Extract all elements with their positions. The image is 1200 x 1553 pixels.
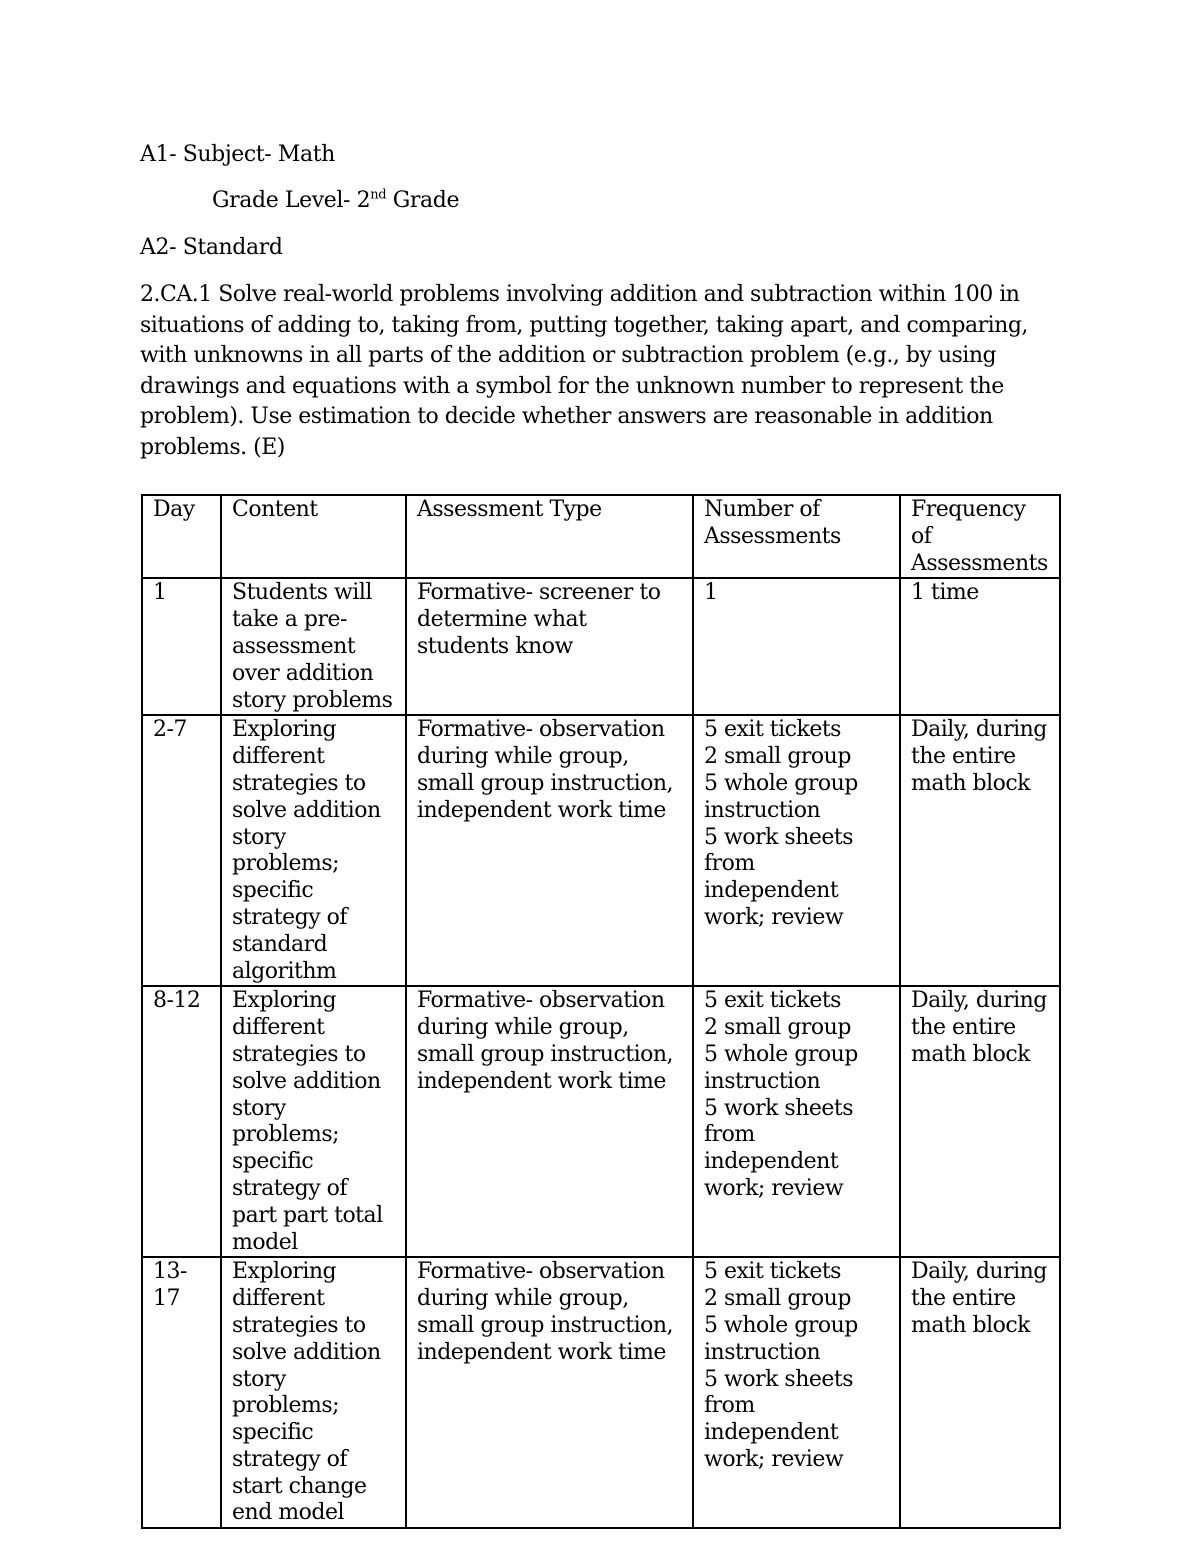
cell-content: Exploring different strategies to solve addition story problems; specific strategy of start change end model — [221, 1257, 406, 1528]
assessment-table — [141, 494, 1061, 1529]
number-line: 5 exit tickets — [704, 988, 841, 1014]
cell-day: 8-12 — [142, 986, 221, 1257]
header-content: Content — [221, 495, 406, 578]
number-line: 5 exit tickets — [704, 1259, 841, 1285]
cell-assessment-type: Formative- observation during while group, small group instruction, independent work time — [406, 715, 693, 986]
cell-frequency: 1 time — [900, 578, 1060, 715]
cell-day: 13-17 — [142, 1257, 221, 1528]
cell-day: 1 — [142, 578, 221, 715]
cell-number — [693, 715, 900, 986]
number-line: 2 small group — [704, 744, 851, 770]
table-row — [142, 715, 1060, 986]
cell-content: Exploring different strategies to solve addition story problems; specific strategy of part part total model — [221, 986, 406, 1257]
number-line: 2 small group — [704, 1286, 851, 1312]
number-line: 5 whole group instruction — [704, 1312, 858, 1365]
header-assessment-type: Assessment Type — [406, 495, 693, 578]
number-line: 5 exit tickets — [704, 717, 841, 743]
cell-number — [693, 986, 900, 1257]
cell-assessment-type: Formative- observation during while group, small group instruction, independent work time — [406, 986, 693, 1257]
grade-level-text: Grade Level- 2 — [212, 188, 371, 213]
table-row — [142, 578, 1060, 715]
cell-content: Students will take a pre-assessment over addition story problems — [221, 578, 406, 715]
cell-content: Exploring different strategies to solve addition story problems; specific strategy of standard algorithm — [221, 715, 406, 986]
grade-level-line — [212, 186, 459, 216]
table-row — [142, 986, 1060, 1257]
number-line: 2 small group — [704, 1015, 851, 1041]
number-line: 5 whole group instruction — [704, 770, 858, 823]
cell-assessment-type: Formative- screener to determine what students know — [406, 578, 693, 715]
header-number-of-assessments: Number of Assessments — [693, 495, 900, 578]
number-line: 5 work sheets from independent work; review — [704, 1095, 854, 1201]
number-line: 5 work sheets from independent work; review — [704, 824, 854, 930]
number-line: 5 work sheets from independent work; review — [704, 1366, 854, 1472]
number-line: 5 whole group instruction — [704, 1041, 858, 1094]
cell-frequency: Daily, during the entire math block — [900, 986, 1060, 1257]
cell-frequency: Daily, during the entire math block — [900, 715, 1060, 986]
subject-line: A1- Subject- Math — [140, 142, 335, 167]
number-line: 1 — [704, 580, 718, 606]
cell-number — [693, 578, 900, 715]
cell-assessment-type: Formative- observation during while group, small group instruction, independent work time — [406, 1257, 693, 1528]
header-day: Day — [142, 495, 221, 578]
grade-level-suffix: Grade — [386, 188, 460, 213]
table-row — [142, 1257, 1060, 1528]
table-header-row — [142, 495, 1060, 578]
standard-text: 2.CA.1 Solve real-world problems involving addition and subtraction within 100 in situations of adding to, taking from, putting together, taking apart, and comparing, with unknowns in all parts of the addition or subtraction problem (e.g., by using drawings and equations with a symbol for the unknown number to represent the problem). Use estimation to decide whether answers are reasonable in addition problems. (E) — [140, 282, 1028, 460]
cell-frequency: Daily, during the entire math block — [900, 1257, 1060, 1528]
header-frequency-of-assessments: Frequency of Assessments — [900, 495, 1060, 578]
standard-heading: A2- Standard — [140, 235, 283, 260]
cell-number — [693, 1257, 900, 1528]
grade-level-superscript: nd — [370, 187, 387, 203]
cell-day: 2-7 — [142, 715, 221, 986]
